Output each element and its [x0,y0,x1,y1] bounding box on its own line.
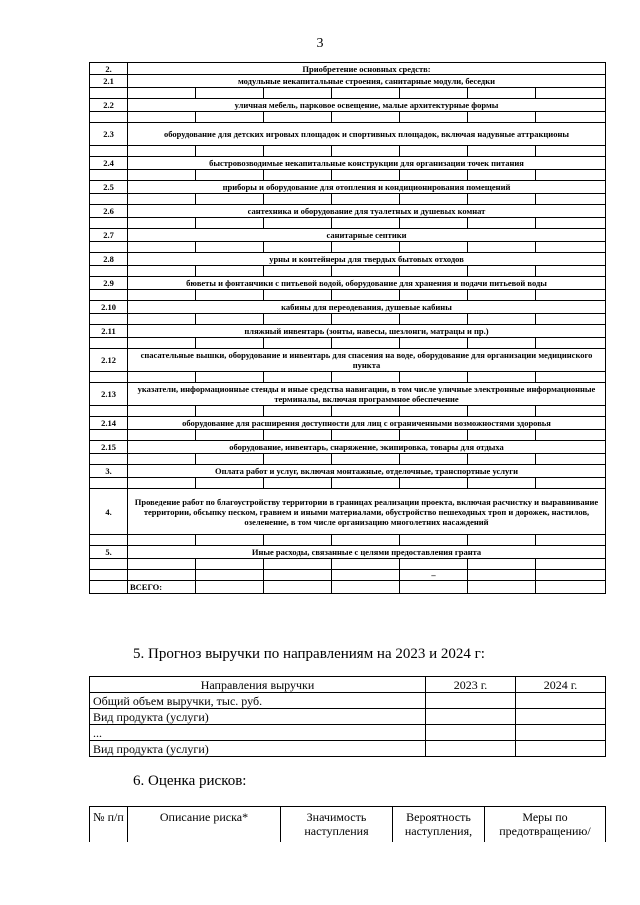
budget-value-cell [90,570,128,581]
budget-value-cell [468,194,536,205]
budget-row-text: уличная мебель, парковое освещение, малые архитектурные формы [128,99,606,112]
budget-value-row [90,570,606,581]
budget-value-cell [128,430,196,441]
budget-row [90,489,606,535]
budget-value-cell [90,559,128,570]
budget-value-cell [90,454,128,465]
budget-value-cell [128,570,196,581]
budget-value-cell [196,535,264,546]
budget-value-cell [536,146,606,157]
budget-row [90,277,606,290]
budget-value-cell [196,218,264,229]
risks-header-num: № п/п [90,807,128,843]
forecast-title: 5. Прогноз выручки по направлениям на 2023 и 2024 г: [133,646,485,662]
budget-row-text: бюветы и фонтанчики с питьевой водой, оборудование для хранения и подачи питьевой воды [128,277,606,290]
budget-value-cell [468,218,536,229]
budget-row-text: оборудование, инвентарь, снаряжение, экипировка, товары для отдыха [128,441,606,454]
budget-value-row [90,454,606,465]
forecast-header-2024: 2024 г. [516,677,606,693]
budget-value-cell [196,372,264,383]
forecast-header-2023: 2023 г. [426,677,516,693]
budget-row-text: санитарные септики [128,229,606,242]
budget-value-cell [332,314,400,325]
forecast-row [90,709,606,725]
forecast-cell-2024 [516,709,606,725]
page-number: 3 [316,36,324,51]
forecast-row [90,725,606,741]
budget-value-cell [264,559,332,570]
budget-value-cell [332,218,400,229]
budget-value-cell [332,570,400,581]
budget-row [90,157,606,170]
risks-header-row [90,807,606,843]
budget-total-row [90,581,606,594]
budget-row-number: 2.15 [90,441,128,454]
budget-value-row [90,372,606,383]
risks-title: 6. Оценка рисков: [133,773,247,789]
budget-row [90,123,606,146]
budget-value-cell [128,218,196,229]
budget-value-cell [332,290,400,301]
budget-value-cell [264,338,332,349]
risk-assessment-table [89,806,606,842]
budget-value-cell [400,194,468,205]
budget-value-cell [536,338,606,349]
budget-value-row [90,146,606,157]
budget-value-cell [332,535,400,546]
budget-value-cell [90,372,128,383]
budget-row-number: 2.11 [90,325,128,338]
budget-row-text: спасательные вышки, оборудование и инвентарь для спасения на воде, оборудование для организации медицинского пункта [128,349,606,372]
budget-value-cell [468,290,536,301]
forecast-cell-2023 [426,709,516,725]
budget-row-number: 2. [90,63,128,75]
budget-value-cell [264,430,332,441]
budget-value-cell [332,146,400,157]
budget-row-text: указатели, информационные стенды и иные средства навигации, в том числе уличные электронные информационные терминалы, включая программное обеспечение [128,383,606,406]
budget-value-cell [400,170,468,181]
forecast-row-label: ... [90,725,426,741]
budget-value-cell [90,478,128,489]
budget-row [90,99,606,112]
budget-value-row [90,290,606,301]
budget-value-cell [400,535,468,546]
budget-value-row [90,218,606,229]
budget-row [90,63,606,75]
budget-value-cell [332,170,400,181]
budget-row-text: оборудование для детских игровых площадок и спортивных площадок, включая надувные аттракционы [128,123,606,146]
budget-value-row [90,170,606,181]
budget-value-cell [536,242,606,253]
budget-row [90,181,606,194]
budget-value-cell [536,406,606,417]
budget-row [90,325,606,338]
budget-value-cell [196,454,264,465]
budget-value-cell [536,88,606,99]
budget-row-text: Иные расходы, связанные с целями предоставления гранта [128,546,606,559]
budget-row-number: 2.7 [90,229,128,242]
budget-value-row [90,338,606,349]
budget-row-text: пляжный инвентарь (зонты, навесы, шезлонги, матрацы и пр.) [128,325,606,338]
forecast-row [90,741,606,757]
budget-value-cell [468,242,536,253]
budget-total-cell [468,581,536,594]
forecast-header-row [90,677,606,693]
forecast-row-label: Общий объем выручки, тыс. руб. [90,693,426,709]
budget-value-cell [468,570,536,581]
budget-value-cell [332,88,400,99]
budget-value-cell [468,112,536,123]
budget-value-cell [196,430,264,441]
budget-table [89,62,606,594]
budget-value-cell [264,454,332,465]
budget-value-cell [536,478,606,489]
budget-value-cell [332,454,400,465]
budget-value-cell [400,314,468,325]
budget-value-cell [264,314,332,325]
budget-value-cell [90,112,128,123]
budget-value-cell [536,535,606,546]
budget-row-number: 4. [90,489,128,535]
budget-value-cell [400,290,468,301]
budget-row-text: оборудование для расширения доступности для лиц с ограниченными возможностями здоровья [128,417,606,430]
budget-value-cell [536,194,606,205]
budget-value-row [90,314,606,325]
budget-value-cell [400,478,468,489]
budget-row-text: урны и контейнеры для твердых бытовых отходов [128,253,606,266]
budget-value-cell [400,559,468,570]
budget-value-cell [90,406,128,417]
budget-value-cell [536,372,606,383]
budget-value-cell [468,314,536,325]
budget-value-cell [264,372,332,383]
risks-header-significance: Значимость наступления [281,807,393,843]
budget-value-cell [264,290,332,301]
budget-row-number: 2.8 [90,253,128,266]
budget-value-cell [264,266,332,277]
budget-value-cell [264,146,332,157]
budget-value-cell [400,266,468,277]
budget-value-cell [536,170,606,181]
budget-value-cell [468,88,536,99]
budget-value-cell [468,478,536,489]
budget-value-cell [468,559,536,570]
budget-value-cell [128,112,196,123]
budget-value-cell [468,535,536,546]
budget-total-empty [90,581,128,594]
forecast-header-direction: Направления выручки [90,677,426,693]
budget-value-cell [128,559,196,570]
budget-value-cell [468,430,536,441]
budget-value-cell [332,559,400,570]
budget-total-label: ВСЕГО: [128,581,196,594]
budget-row [90,301,606,314]
budget-row-text: Приобретение основных средств: [128,63,606,75]
budget-value-cell [196,559,264,570]
forecast-cell-2023 [426,741,516,757]
budget-value-cell [128,266,196,277]
budget-value-cell [400,218,468,229]
budget-value-cell [128,88,196,99]
budget-value-cell [196,112,264,123]
budget-value-cell [264,535,332,546]
forecast-cell-2024 [516,693,606,709]
budget-value-cell [264,170,332,181]
budget-value-cell [332,338,400,349]
budget-row-text: кабины для переодевания, душевые кабины [128,301,606,314]
budget-value-cell [468,406,536,417]
budget-value-cell [400,430,468,441]
forecast-cell-2024 [516,741,606,757]
budget-total-cell [264,581,332,594]
budget-value-cell [332,242,400,253]
budget-value-cell [90,242,128,253]
budget-value-cell [468,170,536,181]
budget-row [90,349,606,372]
budget-value-row [90,194,606,205]
budget-value-cell [264,218,332,229]
budget-row [90,253,606,266]
budget-value-cell [332,406,400,417]
budget-value-cell [400,146,468,157]
budget-value-cell [128,478,196,489]
risks-header-description: Описание риска* [128,807,281,843]
budget-value-cell [264,570,332,581]
budget-row-number: 2.12 [90,349,128,372]
budget-row-number: 5. [90,546,128,559]
budget-row-number: 2.13 [90,383,128,406]
budget-value-cell [264,88,332,99]
budget-value-cell [468,146,536,157]
budget-row-number: 3. [90,465,128,478]
budget-row [90,205,606,218]
budget-value-cell [468,338,536,349]
budget-value-cell [536,112,606,123]
budget-row-number: 2.3 [90,123,128,146]
budget-value-cell [196,170,264,181]
budget-row-number: 2.6 [90,205,128,218]
budget-value-cell [400,372,468,383]
budget-value-cell [400,112,468,123]
budget-value-cell [264,406,332,417]
budget-value-cell [128,242,196,253]
budget-value-cell [536,570,606,581]
budget-row [90,465,606,478]
budget-value-cell [196,478,264,489]
budget-value-cell [90,170,128,181]
budget-value-cell [536,218,606,229]
budget-value-cell [128,314,196,325]
budget-value-cell [264,242,332,253]
budget-value-cell [196,242,264,253]
budget-value-cell [468,454,536,465]
budget-row-number: 2.14 [90,417,128,430]
budget-row-number: 2.5 [90,181,128,194]
budget-value-cell [90,146,128,157]
budget-row-text: сантехника и оборудование для туалетных и душевых комнат [128,205,606,218]
budget-value-cell [90,218,128,229]
budget-value-cell [196,570,264,581]
budget-total-cell [332,581,400,594]
budget-value-cell [90,194,128,205]
revenue-forecast-table [89,676,606,757]
budget-value-row [90,406,606,417]
budget-value-cell [196,88,264,99]
budget-value-cell [90,314,128,325]
budget-row [90,441,606,454]
budget-value-cell [264,194,332,205]
budget-value-cell [468,372,536,383]
budget-value-cell [90,338,128,349]
forecast-row [90,693,606,709]
budget-row-number: 2.1 [90,75,128,88]
budget-value-cell [332,430,400,441]
budget-value-cell [196,146,264,157]
budget-value-cell [536,314,606,325]
forecast-cell-2024 [516,725,606,741]
budget-row-number: 2.9 [90,277,128,290]
budget-value-cell [468,266,536,277]
budget-value-cell [196,194,264,205]
budget-row-text: Проведение работ по благоустройству территории в границах реализации проекта, включая расчистку и выравнивание территории, обсыпку песком, гравием и иными материалами, обустройство пешеходных троп и дорожек, настилов, озеленение, в том числе организацию многолетних насаждений [128,489,606,535]
budget-value-row [90,478,606,489]
budget-value-cell [332,194,400,205]
budget-row [90,383,606,406]
budget-row-text: Оплата работ и услуг, включая монтажные, отделочные, транспортные услуги [128,465,606,478]
budget-value-row [90,430,606,441]
budget-value-cell [400,338,468,349]
budget-row-number: 2.4 [90,157,128,170]
budget-value-cell [196,338,264,349]
budget-dash: – [400,570,468,581]
budget-value-cell [128,170,196,181]
budget-row-number: 2.2 [90,99,128,112]
budget-value-cell [90,430,128,441]
budget-value-cell [196,314,264,325]
budget-value-cell [128,535,196,546]
budget-value-row [90,535,606,546]
budget-row-text: модульные некапитальные строения, санитарные модули, беседки [128,75,606,88]
budget-value-cell [332,372,400,383]
budget-row-text: быстровозводимые некапитальные конструкции для организации точек питания [128,157,606,170]
budget-value-row [90,242,606,253]
budget-total-cell [400,581,468,594]
budget-value-cell [332,266,400,277]
budget-row [90,75,606,88]
budget-row [90,229,606,242]
budget-row-text: приборы и оборудование для отопления и кондиционирования помещений [128,181,606,194]
budget-value-cell [536,266,606,277]
budget-value-cell [196,406,264,417]
budget-value-row [90,88,606,99]
budget-value-cell [90,535,128,546]
budget-value-cell [128,338,196,349]
risks-header-probability: Вероятность наступления, [393,807,485,843]
budget-row [90,417,606,430]
budget-value-cell [128,372,196,383]
budget-value-cell [128,454,196,465]
budget-value-cell [400,242,468,253]
budget-value-cell [264,478,332,489]
budget-value-cell [400,454,468,465]
budget-row-number: 2.10 [90,301,128,314]
budget-value-cell [536,454,606,465]
budget-value-cell [128,146,196,157]
budget-value-cell [128,194,196,205]
budget-value-cell [90,290,128,301]
forecast-cell-2023 [426,725,516,741]
forecast-row-label: Вид продукта (услуги) [90,709,426,725]
budget-value-cell [90,266,128,277]
budget-value-cell [196,290,264,301]
budget-total-cell [196,581,264,594]
budget-value-cell [264,112,332,123]
budget-value-cell [90,88,128,99]
forecast-cell-2023 [426,693,516,709]
budget-value-cell [400,406,468,417]
budget-total-cell [536,581,606,594]
budget-value-cell [400,88,468,99]
budget-value-row [90,266,606,277]
forecast-row-label: Вид продукта (услуги) [90,741,426,757]
risks-header-measures: Меры по предотвращению/ [485,807,606,843]
budget-value-cell [128,406,196,417]
budget-value-row [90,112,606,123]
budget-value-cell [128,290,196,301]
budget-value-cell [536,430,606,441]
budget-value-cell [196,266,264,277]
budget-value-cell [332,478,400,489]
budget-value-row [90,559,606,570]
budget-value-cell [536,290,606,301]
budget-value-cell [332,112,400,123]
budget-value-cell [536,559,606,570]
budget-row [90,546,606,559]
